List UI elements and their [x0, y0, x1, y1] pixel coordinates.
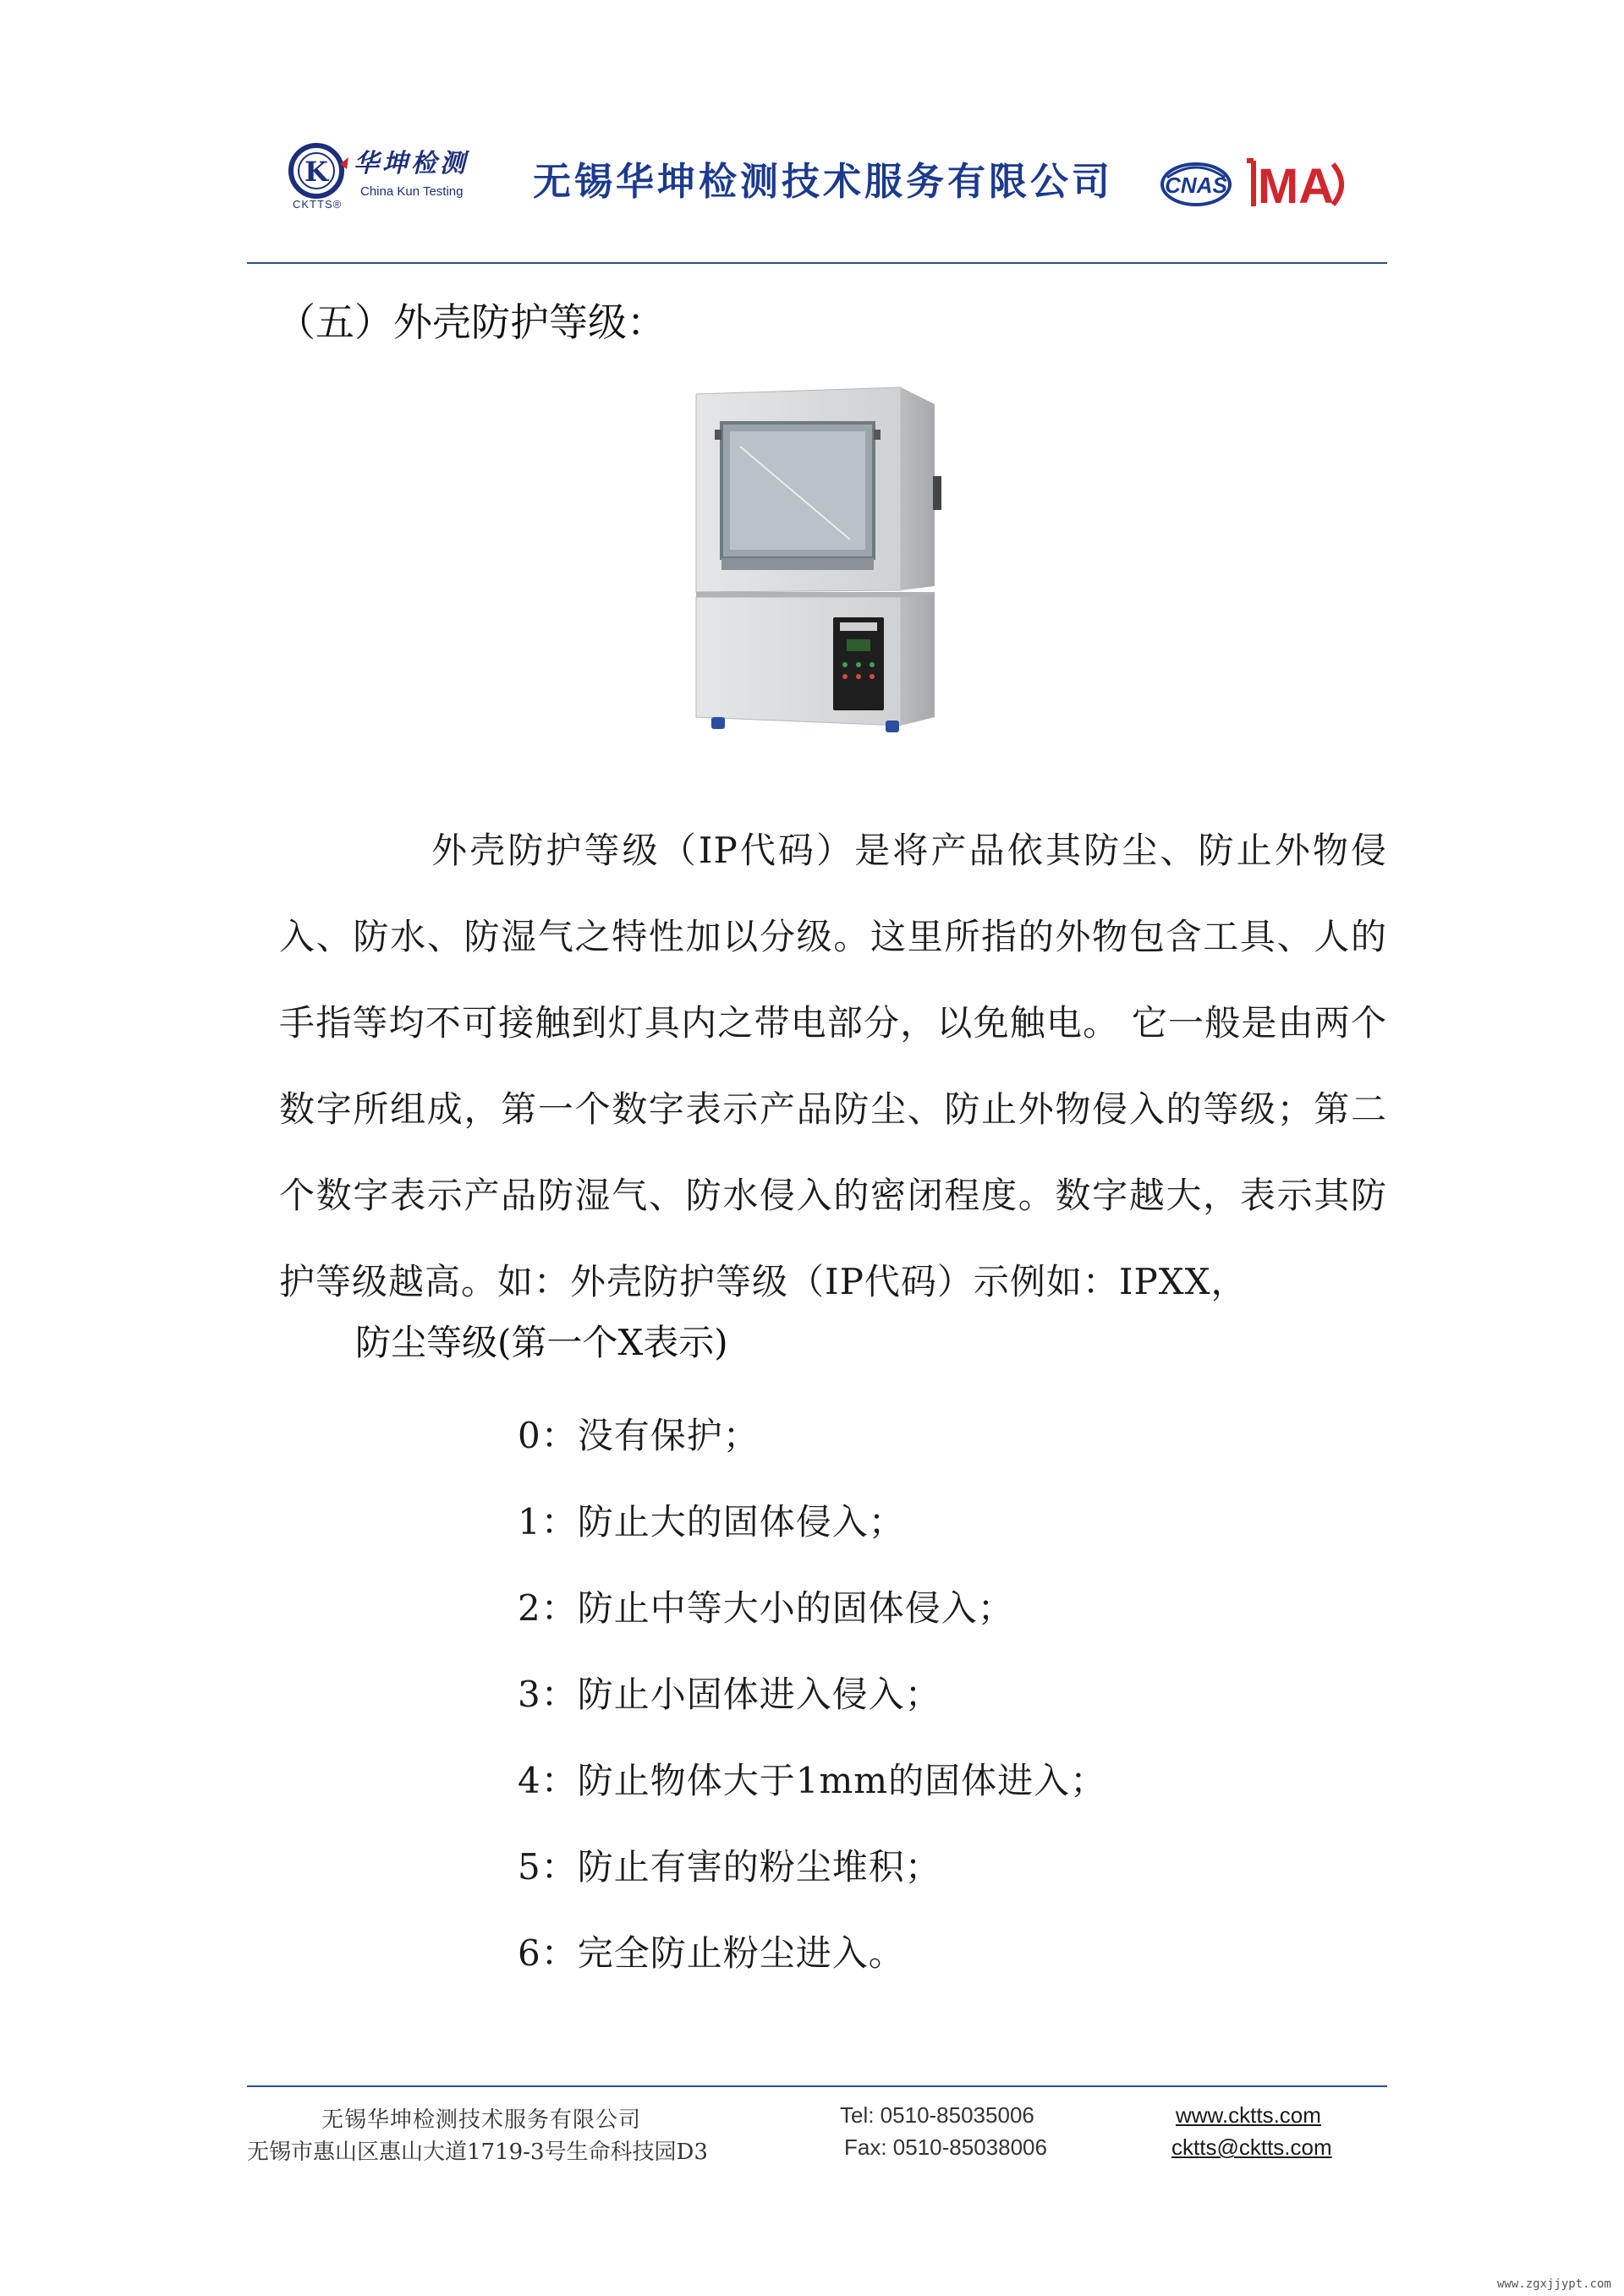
company-logo-icon: [288, 142, 352, 203]
logo-abbr: CKTTS®: [293, 198, 343, 211]
list-item: 2：防止中等大小的固体侵入；: [518, 1587, 1014, 1629]
footer-divider: [247, 2085, 1387, 2087]
footer-company: 无锡华坤检测技术服务有限公司: [321, 2107, 642, 2133]
cnas-text: CNAS: [1165, 173, 1227, 198]
list-item: 1：防止大的固体侵入；: [518, 1501, 905, 1543]
logo-name-cn: 华坤检测: [354, 149, 469, 178]
dust-level-list: [518, 1393, 1106, 1997]
list-item: 6：完全防止粉尘进入。: [518, 1932, 905, 1974]
footer-address: 无锡市惠山区惠山大道1719-3号生命科技园D3: [247, 2140, 708, 2165]
list-item: 5：防止有害的粉尘堆积；: [518, 1846, 941, 1888]
cnas-logo-icon: [1162, 164, 1230, 205]
logo-mark: K: [304, 156, 328, 188]
cnas-cma-cert-logos: [1159, 152, 1353, 216]
page-header: [0, 0, 1624, 271]
logo-name-en: China Kun Testing: [360, 184, 464, 199]
section-heading: （五）外壳防护等级：: [277, 299, 666, 345]
company-title: 无锡华坤检测技术服务有限公司: [533, 159, 1114, 204]
dust-test-chamber-image: [689, 379, 968, 743]
list-item: 3：防止小固体进入侵入；: [518, 1674, 941, 1715]
list-item: 4：防止物体大于1mm的固体进入；: [518, 1760, 1107, 1801]
list-item: 0：没有保护；: [518, 1415, 760, 1456]
footer-fax: Fax: 0510-85038006: [844, 2134, 1047, 2160]
footer-email-link[interactable]: cktts@cktts.com: [1171, 2134, 1332, 2160]
footer-website-link[interactable]: www.cktts.com: [1176, 2102, 1321, 2128]
dust-level-heading: 防尘等级(第一个X表示): [355, 1322, 728, 1363]
cma-logo-icon: [1247, 159, 1341, 214]
watermark: www.zgxjjypt.com: [1497, 2277, 1611, 2291]
footer-tel: Tel: 0510-85035006: [840, 2102, 1034, 2128]
ip-code-description: 外壳防护等级（IP代码）是将产品依其防尘、防止外物侵入、防水、防湿气之特性加以分级。这里所指的外物包含工具、人的手指等均不可接触到灯具内之带电部分，以免触电。 它一般是由两个数字所组成，第一个数字表示产品防尘、防止外物侵入的等级；第二个数字表示产品防湿气、防水侵入的密闭程度。数字越大，表示其防护等级越高。如：外壳防护等级（IP代码）示例如：IPXX，: [279, 830, 1387, 1302]
cma-text: MA: [1257, 159, 1335, 214]
header-divider: [247, 262, 1387, 264]
